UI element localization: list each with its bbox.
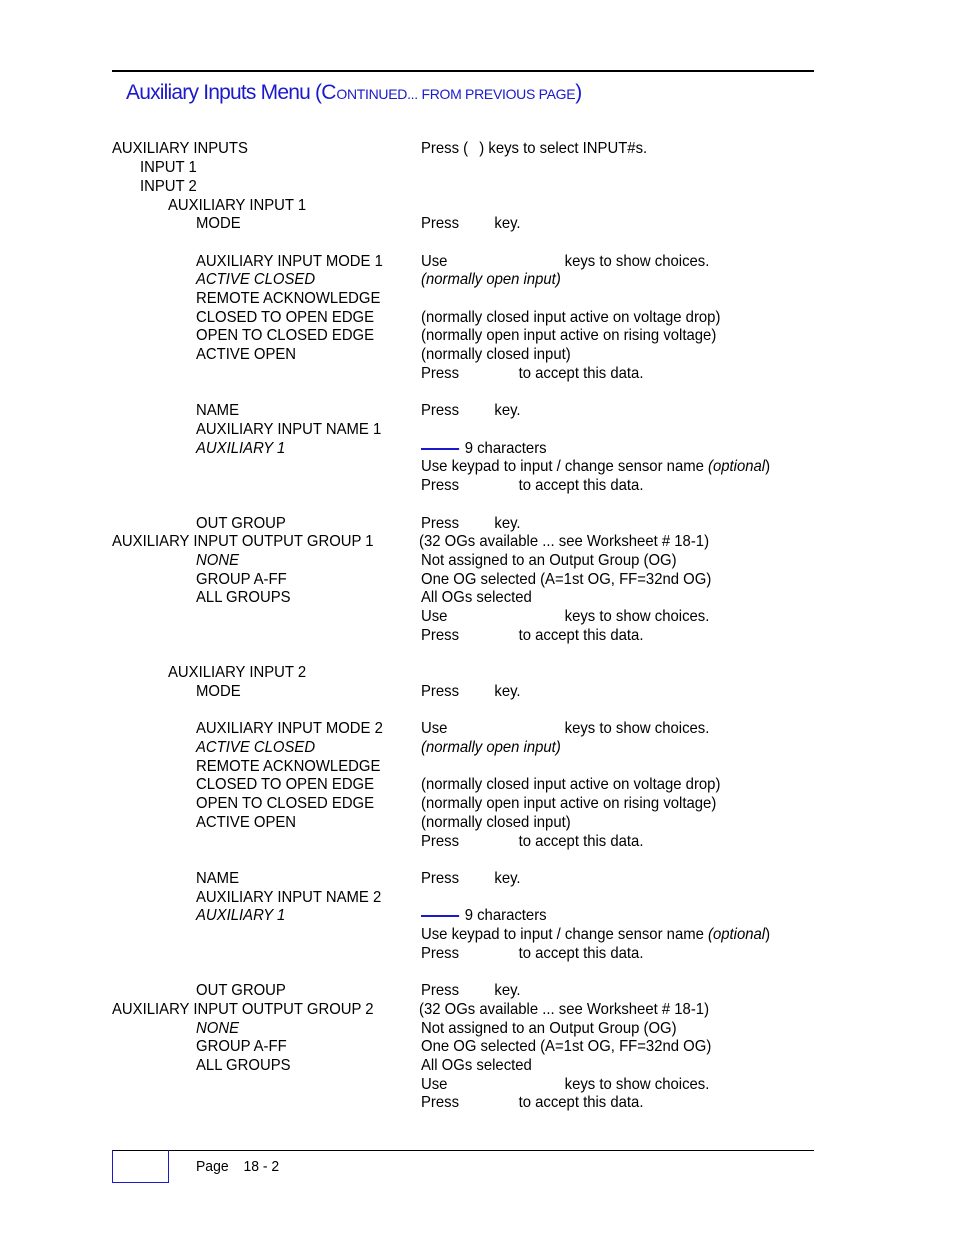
instruction-press-key: Press key. (421, 982, 521, 999)
option-active-open: ACTIVE OPEN (196, 814, 297, 831)
title-main: Auxiliary Inputs Menu ( (126, 81, 322, 104)
instruction-select-inputs: Press ( ) keys to select INPUT#s. (421, 140, 648, 157)
title-continued: ONTINUED... (336, 86, 418, 102)
instruction-press-key: Press key. (421, 870, 521, 887)
option-all-groups: ALL GROUPS (196, 589, 291, 606)
option-none: NONE (196, 1020, 239, 1037)
description-none: Not assigned to an Output Group (OG) (421, 1020, 677, 1037)
instruction-show-choices: Use keys to show choices. (421, 720, 710, 737)
blank-underline (421, 915, 459, 917)
name-length-hint: 9 characters (421, 907, 547, 925)
option-none: NONE (196, 552, 239, 569)
instruction-show-choices: Use keys to show choices. (421, 608, 710, 625)
instruction-accept-data: Press to accept this data. (421, 1094, 644, 1111)
instruction-show-choices: Use keys to show choices. (421, 1076, 710, 1093)
menu-item-aux-input-mode-1: AUXILIARY INPUT MODE 1 (196, 253, 383, 270)
description-voltage-drop: (normally closed input active on voltage drop) (421, 309, 721, 326)
instruction-press-key: Press key. (421, 683, 521, 700)
menu-item-auxiliary-inputs: AUXILIARY INPUTS (112, 140, 248, 157)
page-number: 18 - 2 (243, 1158, 280, 1175)
instruction-accept-data: Press to accept this data. (421, 477, 644, 494)
description-normally-open: (normally open input) (421, 739, 561, 756)
menu-item-aux-input-mode-2: AUXILIARY INPUT MODE 2 (196, 720, 383, 737)
blank-underline (421, 448, 459, 450)
description-group-a-ff: One OG selected (A=1st OG, FF=32nd OG) (421, 1038, 712, 1055)
menu-item-name: NAME (196, 402, 239, 419)
title-from: FROM PREVIOUS PAGE (417, 86, 576, 102)
option-active-open: ACTIVE OPEN (196, 346, 297, 363)
instruction-change-name: Use keypad to input / change sensor name (optional) (421, 926, 771, 943)
option-active-closed: ACTIVE CLOSED (196, 271, 316, 288)
instruction-press-key: Press key. (421, 215, 521, 232)
instruction-press-key: Press key. (421, 515, 521, 532)
page-label: Page (196, 1158, 229, 1175)
menu-item-mode: MODE (196, 683, 241, 700)
description-all-groups: All OGs selected (421, 1057, 532, 1074)
default-name-value: AUXILIARY 1 (196, 440, 286, 457)
instruction-press-key: Press key. (421, 402, 521, 419)
option-all-groups: ALL GROUPS (196, 1057, 291, 1074)
option-remote-acknowledge: REMOTE ACKNOWLEDGE (196, 290, 381, 307)
og-availability-note: (32 OGs available ... see Worksheet # 18-1) (419, 1001, 710, 1018)
menu-item-out-group: OUT GROUP (196, 982, 286, 999)
menu-item-aux-input-name-1: AUXILIARY INPUT NAME 1 (196, 421, 382, 438)
menu-item-aux-output-group-1: AUXILIARY INPUT OUTPUT GROUP 1 (112, 533, 374, 550)
menu-item-aux-output-group-2: AUXILIARY INPUT OUTPUT GROUP 2 (112, 1001, 374, 1018)
description-group-a-ff: One OG selected (A=1st OG, FF=32nd OG) (421, 571, 712, 588)
instruction-accept-data: Press to accept this data. (421, 627, 644, 644)
default-name-value: AUXILIARY 1 (196, 907, 286, 924)
description-none: Not assigned to an Output Group (OG) (421, 552, 677, 569)
menu-item-input-1: INPUT 1 (140, 159, 197, 176)
description-normally-open: (normally open input) (421, 271, 561, 288)
description-voltage-drop: (normally closed input active on voltage drop) (421, 776, 721, 793)
description-rising-voltage: (normally open input active on rising voltage) (421, 795, 717, 812)
bottom-rule (112, 1150, 814, 1151)
instruction-accept-data: Press to accept this data. (421, 945, 644, 962)
description-normally-closed: (normally closed input) (421, 346, 571, 363)
menu-item-name: NAME (196, 870, 239, 887)
description-normally-closed: (normally closed input) (421, 814, 571, 831)
page-footer (196, 1158, 279, 1175)
instruction-accept-data: Press to accept this data. (421, 833, 644, 850)
option-group-a-ff: GROUP A-FF (196, 571, 287, 588)
menu-item-auxiliary-input-2: AUXILIARY INPUT 2 (168, 664, 307, 681)
page-tab-box (112, 1150, 169, 1183)
description-rising-voltage: (normally open input active on rising voltage) (421, 327, 717, 344)
option-open-to-closed-edge: OPEN TO CLOSED EDGE (196, 327, 375, 344)
page-title (126, 81, 581, 105)
menu-item-auxiliary-input-1: AUXILIARY INPUT 1 (168, 197, 307, 214)
instruction-accept-data: Press to accept this data. (421, 365, 644, 382)
option-open-to-closed-edge: OPEN TO CLOSED EDGE (196, 795, 375, 812)
title-close: ) (575, 81, 582, 104)
menu-item-input-2: INPUT 2 (140, 178, 197, 195)
title-c: C (321, 81, 337, 104)
menu-item-mode: MODE (196, 215, 241, 232)
option-active-closed: ACTIVE CLOSED (196, 739, 316, 756)
option-group-a-ff: GROUP A-FF (196, 1038, 287, 1055)
instruction-change-name: Use keypad to input / change sensor name (optional) (421, 458, 771, 475)
instruction-show-choices: Use keys to show choices. (421, 253, 710, 270)
top-rule (112, 70, 814, 72)
name-length-hint: 9 characters (421, 440, 547, 458)
og-availability-note: (32 OGs available ... see Worksheet # 18-1) (419, 533, 710, 550)
menu-item-out-group: OUT GROUP (196, 515, 286, 532)
option-closed-to-open-edge: CLOSED TO OPEN EDGE (196, 776, 375, 793)
description-all-groups: All OGs selected (421, 589, 532, 606)
option-remote-acknowledge: REMOTE ACKNOWLEDGE (196, 758, 381, 775)
option-closed-to-open-edge: CLOSED TO OPEN EDGE (196, 309, 375, 326)
menu-item-aux-input-name-2: AUXILIARY INPUT NAME 2 (196, 889, 382, 906)
